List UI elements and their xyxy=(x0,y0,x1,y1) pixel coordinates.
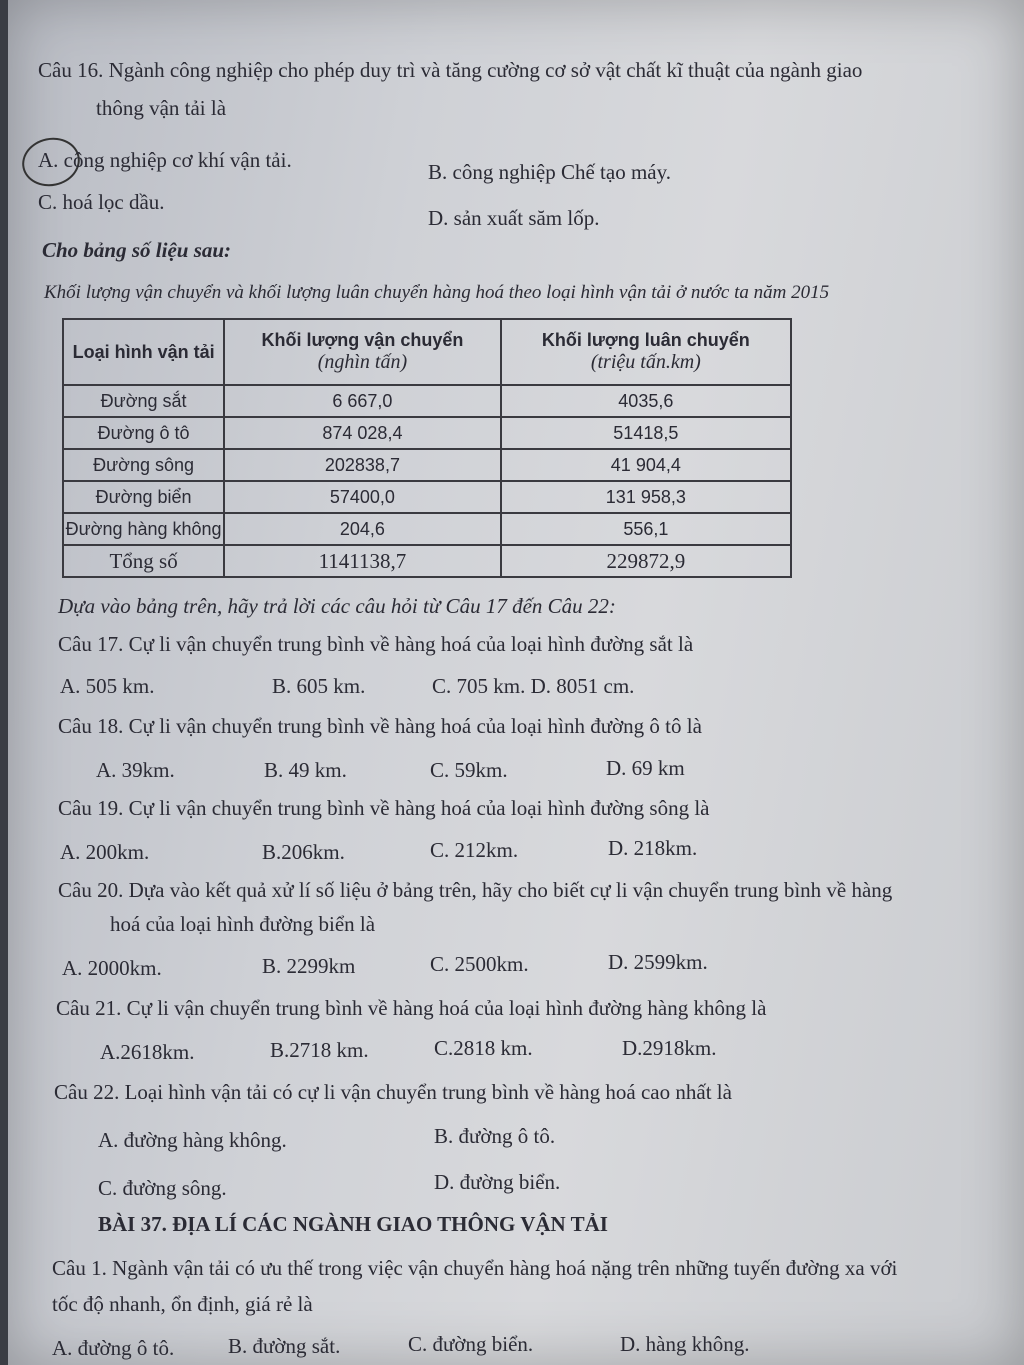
row-volume: 202838,7 xyxy=(224,449,501,481)
row-turnover: 556,1 xyxy=(501,513,791,545)
q20-text-line1: Câu 20. Dựa vào kết quả xử lí số liệu ở bảng trên, hãy cho biết cự li vận chuyển trung bình về hàng xyxy=(58,878,893,902)
q1-option-d: D. hàng không. xyxy=(620,1332,750,1356)
row-volume: 6 667,0 xyxy=(224,385,501,417)
row-turnover: 4035,6 xyxy=(501,385,791,417)
q22-text: Câu 22. Loại hình vận tải có cự li vận chuyển trung bình về hàng hoá cao nhất là xyxy=(54,1080,732,1104)
q16-option-c: C. hoá lọc dầu. xyxy=(38,190,165,214)
q19-text: Câu 19. Cự li vận chuyển trung bình về hàng hoá của loại hình đường sông là xyxy=(58,796,710,820)
table-intro: Cho bảng số liệu sau: xyxy=(42,238,232,262)
q19-option-b: B.206km. xyxy=(262,840,345,864)
row-volume: 57400,0 xyxy=(224,481,501,513)
q1-option-c: C. đường biển. xyxy=(408,1332,534,1356)
header-turnover xyxy=(501,319,791,385)
header-type: Loại hình vận tải xyxy=(63,319,224,385)
table-row xyxy=(63,449,791,481)
row-type: Đường sông xyxy=(63,449,224,481)
q17-text: Câu 17. Cự li vận chuyển trung bình về hàng hoá của loại hình đường sắt là xyxy=(58,632,694,656)
q16-text-line1: Câu 16. Ngành công nghiệp cho phép duy trì và tăng cường cơ sở vật chất kĩ thuật của ngành giao xyxy=(38,58,863,82)
row-type: Đường ô tô xyxy=(63,417,224,449)
row-turnover: 131 958,3 xyxy=(501,481,791,513)
instruction: Dựa vào bảng trên, hãy trả lời các câu hỏi từ Câu 17 đến Câu 22: xyxy=(58,594,616,618)
row-volume: 204,6 xyxy=(224,513,501,545)
table-total-row xyxy=(63,545,791,577)
q20-option-b: B. 2299km xyxy=(262,954,356,978)
table-row xyxy=(63,385,791,417)
q19-option-a: A. 200km. xyxy=(60,840,150,864)
q21-option-b: B.2718 km. xyxy=(270,1038,369,1062)
row-turnover: 51418,5 xyxy=(501,417,791,449)
q1-option-b: B. đường sắt. xyxy=(228,1334,341,1358)
lesson-title: BÀI 37. ĐỊA LÍ CÁC NGÀNH GIAO THÔNG VẬN TẢI xyxy=(98,1212,608,1236)
q18-option-a: A. 39km. xyxy=(96,758,175,782)
transport-data-table xyxy=(62,318,792,578)
q16-text-line2: thông vận tải là xyxy=(96,96,227,120)
q20-option-a: A. 2000km. xyxy=(62,956,162,980)
row-volume: 874 028,4 xyxy=(224,417,501,449)
q17-option-a: A. 505 km. xyxy=(60,674,155,698)
q21-option-a: A.2618km. xyxy=(100,1040,195,1064)
exam-page xyxy=(8,0,1024,1365)
table-row xyxy=(63,417,791,449)
q16-option-d: D. sản xuất săm lốp. xyxy=(428,206,600,230)
q22-option-b: B. đường ô tô. xyxy=(434,1124,556,1148)
q1-text-line1: Câu 1. Ngành vận tải có ưu thế trong việc vận chuyển hàng hoá nặng trên những tuyến đường xa với xyxy=(52,1256,898,1280)
q21-option-c: C.2818 km. xyxy=(434,1036,533,1060)
q16-option-b: B. công nghiệp Chế tạo máy. xyxy=(428,160,672,184)
q18-option-d: D. 69 km xyxy=(606,756,685,780)
q22-option-c: C. đường sông. xyxy=(98,1176,227,1200)
q1-text-line2: tốc độ nhanh, ổn định, giá rẻ là xyxy=(52,1292,313,1316)
row-type: Đường hàng không xyxy=(63,513,224,545)
q18-text: Câu 18. Cự li vận chuyển trung bình về hàng hoá của loại hình đường ô tô là xyxy=(58,714,702,738)
q21-option-d: D.2918km. xyxy=(622,1036,717,1060)
q20-option-d: D. 2599km. xyxy=(608,950,708,974)
row-type: Đường biển xyxy=(63,481,224,513)
q20-text-line2: hoá của loại hình đường biển là xyxy=(110,912,376,936)
row-turnover: 41 904,4 xyxy=(501,449,791,481)
q21-text: Câu 21. Cự li vận chuyển trung bình về hàng hoá của loại hình đường hàng không là xyxy=(56,996,767,1020)
header-volume-unit: (nghìn tấn) xyxy=(317,351,408,373)
header-turnover-unit: (triệu tấn.km) xyxy=(590,351,701,373)
q18-option-c: C. 59km. xyxy=(430,758,508,782)
table-row xyxy=(63,513,791,545)
q17-option-cd: C. 705 km. D. 8051 cm. xyxy=(432,674,635,698)
q1-option-a: A. đường ô tô. xyxy=(52,1336,175,1360)
q17-option-b: B. 605 km. xyxy=(272,674,366,698)
q18-option-b: B. 49 km. xyxy=(264,758,347,782)
table-header-row xyxy=(63,319,791,385)
total-turnover: 229872,9 xyxy=(501,545,791,577)
header-turnover-title: Khối lượng luân chuyển xyxy=(541,330,750,350)
q20-option-c: C. 2500km. xyxy=(430,952,529,976)
total-label: Tổng số xyxy=(63,545,224,577)
table-title: Khối lượng vận chuyển và khối lượng luân chuyển hàng hoá theo loại hình vận tải ở nước ta năm 2015 xyxy=(44,282,830,303)
header-volume xyxy=(224,319,501,385)
row-type: Đường sắt xyxy=(63,385,224,417)
q22-option-a: A. đường hàng không. xyxy=(98,1128,287,1152)
q16-option-a: A. công nghiệp cơ khí vận tải. xyxy=(38,148,292,172)
header-volume-title: Khối lượng vận chuyển xyxy=(261,330,464,350)
table-row xyxy=(63,481,791,513)
q22-option-d: D. đường biển. xyxy=(434,1170,561,1194)
total-volume: 1141138,7 xyxy=(224,545,501,577)
q19-option-c: C. 212km. xyxy=(430,838,519,862)
q19-option-d: D. 218km. xyxy=(608,836,698,860)
